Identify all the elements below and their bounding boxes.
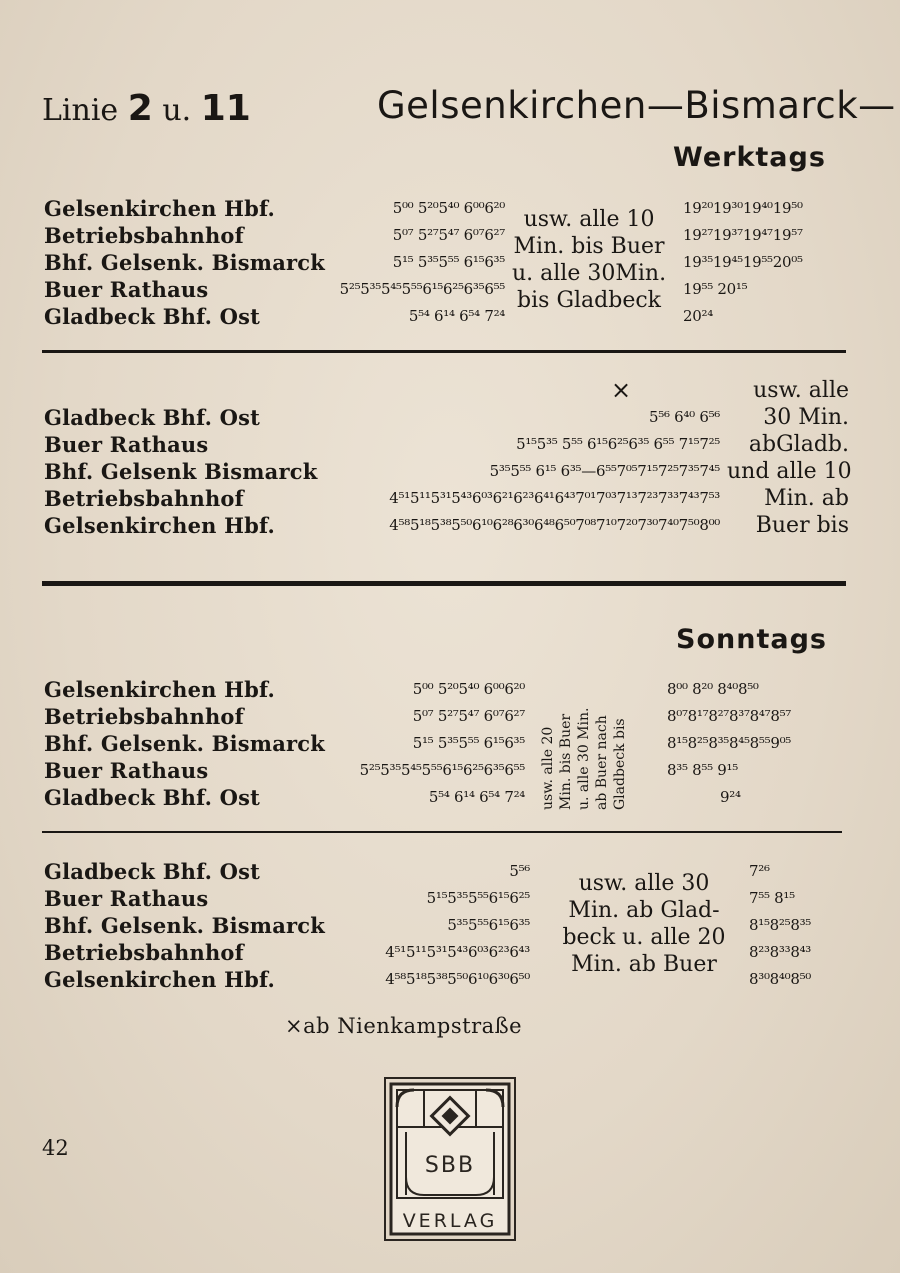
time-row: 5²⁵5³⁵5⁴⁵5⁵⁵6¹⁵6²⁵6³⁵6⁵⁵ [359,761,525,779]
publisher-logo-icon [384,1077,516,1241]
time-row: 8⁰⁷8¹⁷8²⁷8³⁷8⁴⁷8⁵⁷ [667,707,792,725]
stop-name: Gelsenkirchen Hbf. [44,513,276,538]
time-row: 8⁰⁰ 8²⁰ 8⁴⁰8⁵⁰ [667,680,759,698]
stop-name: Betriebsbahnhof [44,486,244,511]
section-divider [42,581,846,586]
footnote: ×ab Nienkampstraße [285,1014,523,1038]
time-row: 7²⁶ [749,862,770,880]
sunday-inbound-frequency-note: usw. alle 30 Min. ab Glad- beck u. alle 20 Min. ab Buer [562,871,726,977]
time-row: 4⁵¹5¹¹5³¹5⁴³6⁰³6²¹6²³6⁴¹6⁴³7⁰¹7⁰³7¹³7²³7³³7⁴³7⁵³ [389,489,720,507]
stop-name: Bhf. Gelsenk. Bismarck [44,913,325,938]
time-row: 5²⁵5³⁵5⁴⁵5⁵⁵6¹⁵6²⁵6³⁵6⁵⁵ [339,280,505,298]
nienkamp-marker: × [611,376,632,404]
logo-verlag-text: VERLAG [402,1210,498,1232]
sunday-heading: Sonntags [676,624,827,655]
sunday-outbound-times-late [667,676,791,811]
sunday-inbound-times-early [310,858,530,993]
weekday-inbound-frequency-note: usw. alle 30 Min. abGladb. und alle 10 Min. ab Buer bis [727,378,852,538]
time-row: 8³⁵ 8⁵⁵ 9¹⁵ [667,761,738,779]
stop-name: Buer Rathaus [44,432,209,457]
weekday-inbound-stops [44,404,318,539]
stop-name: Bhf. Gelsenk. Bismarck [44,731,325,756]
time-row: 5⁰⁷ 5²⁷5⁴⁷ 6⁰⁷6²⁷ [412,707,525,725]
weekday-inbound-times [286,404,720,539]
sunday-outbound-stops [44,676,325,811]
time-row: 5⁰⁰ 5²⁰5⁴⁰ 6⁰⁰6²⁰ [412,680,525,698]
weekday-outbound-stops [44,195,325,330]
stop-name: Gladbeck Bhf. Ost [44,859,261,884]
stop-name: Gelsenkirchen Hbf. [44,677,276,702]
stop-name: Gelsenkirchen Hbf. [44,967,276,992]
stop-name: Gladbeck Bhf. Ost [44,405,261,430]
time-row: 19²⁰19³⁰19⁴⁰19⁵⁰ [683,199,803,217]
time-row: 5¹⁵ 5³⁵5⁵⁵ 6¹⁵6³⁵ [392,253,505,271]
stop-name: Gelsenkirchen Hbf. [44,196,276,221]
stop-name: Betriebsbahnhof [44,223,244,248]
line-label [42,88,251,129]
stop-name: Buer Rathaus [44,758,209,783]
stop-name: Bhf. Gelsenk. Bismarck [44,250,325,275]
time-row: 5⁵⁴ 6¹⁴ 6⁵⁴ 7²⁴ [408,307,505,325]
stop-name: Gladbeck Bhf. Ost [44,785,261,810]
sunday-inbound-stops [44,858,325,993]
time-row: 4⁵⁸5¹⁸5³⁸5⁵⁰6¹⁰6²⁸6³⁰6⁴⁸6⁵⁰7⁰⁸7¹⁰7²⁰7³⁰7⁴⁰7⁵⁰8⁰⁰ [389,516,720,534]
time-row: 9²⁴ [720,788,741,806]
time-row: 5⁵⁴ 6¹⁴ 6⁵⁴ 7²⁴ [428,788,525,806]
stop-name: Buer Rathaus [44,277,209,302]
time-row: 8²³8³³8⁴³ [749,943,812,961]
stop-name: Buer Rathaus [44,886,209,911]
divider [42,350,846,353]
divider [42,831,842,833]
sunday-inbound-times-late [749,858,811,993]
time-row: 19⁵⁵ 20¹⁵ [683,280,748,298]
time-row: 5³⁵5⁵⁵ 6¹⁵ 6³⁵—6⁵⁵7⁰⁵7¹⁵7²⁵7³⁵7⁴⁵ [489,462,720,480]
time-row: 19²⁷19³⁷19⁴⁷19⁵⁷ [683,226,803,244]
time-row: 5¹⁵ 5³⁵5⁵⁵ 6¹⁵6³⁵ [412,734,525,752]
time-row: 7⁵⁵ 8¹⁵ [749,889,795,907]
time-row: 4⁵¹5¹¹5³¹5⁴³6⁰³6²³6⁴³ [385,943,530,961]
time-row: 5⁰⁰ 5²⁰5⁴⁰ 6⁰⁰6²⁰ [392,199,505,217]
sunday-outbound-times-early [305,676,525,811]
stop-name: Gladbeck Bhf. Ost [44,304,261,329]
time-row: 5¹⁵5³⁵5⁵⁵6¹⁵6²⁵ [426,889,530,907]
stop-name: Betriebsbahnhof [44,940,244,965]
time-row: 8¹⁵8²⁵8³⁵8⁴⁵8⁵⁵9⁰⁵ [667,734,792,752]
linie-prefix: Linie [42,93,119,128]
time-row: 8¹⁵8²⁵8³⁵ [749,916,812,934]
publisher-logo [384,1077,516,1241]
logo-sbb-text: SBB [424,1153,476,1178]
time-row: 5⁵⁶ 6⁴⁰ 6⁵⁶ [649,408,720,426]
time-row: 20²⁴ [683,307,713,325]
weekday-heading: Werktags [673,142,826,173]
line-number-a: 2 [127,88,153,129]
line-number-b: 11 [200,88,251,129]
sunday-outbound-frequency-note: usw. alle 20 Min. bis Buer u. alle 30 Min. ab Buer nach Gladbeck bis [540,707,628,810]
time-row: 8³⁰8⁴⁰8⁵⁰ [749,970,812,988]
stop-name: Betriebsbahnhof [44,704,244,729]
route-title: Gelsenkirchen—Bismarck— [377,84,896,127]
weekday-outbound-times-late [683,195,803,330]
page-number: 42 [42,1136,69,1160]
time-row: 5¹⁵5³⁵ 5⁵⁵ 6¹⁵6²⁵6³⁵ 6⁵⁵ 7¹⁵7²⁵ [516,435,720,453]
time-row: 19³⁵19⁴⁵19⁵⁵20⁰⁵ [683,253,803,271]
time-row: 5³⁵5⁵⁵6¹⁵6³⁵ [447,916,530,934]
time-row: 4⁵⁸5¹⁸5³⁸5⁵⁰6¹⁰6³⁰6⁵⁰ [385,970,530,988]
weekday-outbound-times-early [287,195,505,330]
time-row: 5⁰⁷ 5²⁷5⁴⁷ 6⁰⁷6²⁷ [392,226,505,244]
stop-name: Bhf. Gelsenk Bismarck [44,459,318,484]
line-conjunction: u. [162,93,192,128]
weekday-outbound-frequency-note: usw. alle 10 Min. bis Buer u. alle 30Min. bis Gladbeck [512,207,667,313]
time-row: 5⁵⁶ [509,862,530,880]
